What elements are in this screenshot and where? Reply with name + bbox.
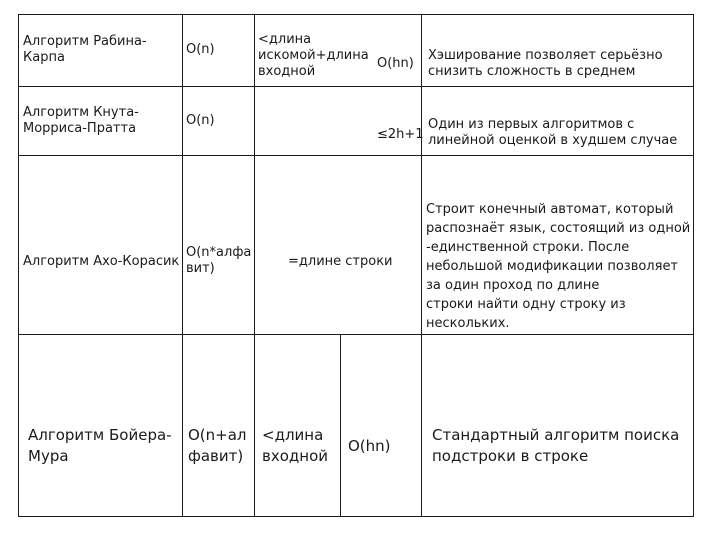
length-cell [258, 16, 369, 80]
note-cell [428, 32, 663, 80]
note-text: Строит конечный автомат, который распознаёт язык, состоящий из одной -единственной строки. После небольшой модификации позволяет за один проход по длине строки найти одну строку из нескольких. [426, 202, 691, 331]
note-text: Один из первых алгоритмов с линейной оценкой в худшем случае [428, 117, 678, 148]
table-row [28, 404, 172, 467]
note-cell [426, 181, 690, 333]
note-text: Стандартный алгоритм поиска подстроки в строке [432, 426, 680, 465]
length-value: =длине строки [288, 254, 393, 269]
complexity-cell [182, 14, 254, 86]
complexity-cell [186, 229, 251, 277]
length-bound-cell [348, 415, 391, 457]
algorithm-name: Алгоритм Ахо-Корасик [23, 254, 180, 269]
complexity-value: O(n) [186, 42, 215, 57]
note-text: Хэширование позволяет серьёзно снизить сложность в среднем [428, 48, 663, 79]
note-cell [428, 101, 677, 149]
table-border-right [693, 14, 694, 516]
row-divider [18, 155, 694, 156]
complexity-value: O(n*алфа вит) [186, 245, 252, 276]
column-divider [340, 334, 341, 516]
length-bound-value: ≤2h+1 [377, 127, 424, 142]
algorithm-name: Алгоритм Рабина- Карпа [23, 34, 147, 65]
length-value: <длина входной [262, 426, 328, 465]
complexity-value: O(n) [186, 112, 215, 128]
algorithm-name: Алгоритм Кнута- Морриса-Пратта [23, 104, 139, 136]
complexity-cell [182, 86, 254, 155]
table-row [18, 14, 182, 86]
length-bound-value: O(hn) [377, 56, 414, 71]
row-divider [18, 334, 694, 335]
length-cell [262, 404, 328, 467]
table-border-bottom [18, 516, 694, 517]
column-divider [421, 14, 422, 516]
column-divider [254, 14, 255, 516]
algorithm-name: Алгоритм Бойера- Мура [28, 426, 172, 465]
table-row [18, 86, 182, 155]
length-bound-value: O(hn) [348, 437, 391, 455]
note-cell [432, 404, 679, 467]
table-row [23, 238, 179, 270]
length-cell [288, 238, 393, 270]
length-value: <длина искомой+длина входной [258, 32, 369, 79]
length-bound-cell [377, 111, 424, 143]
complexity-value: O(n+ал фавит) [188, 426, 247, 465]
length-bound-cell [377, 40, 414, 72]
complexity-cell [188, 404, 247, 467]
